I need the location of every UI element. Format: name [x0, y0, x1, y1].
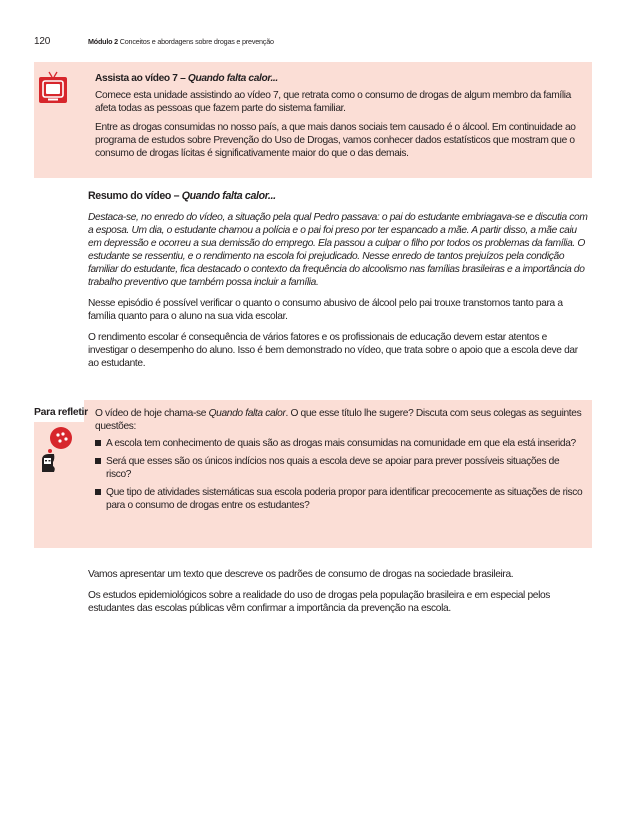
reflect-text	[95, 407, 583, 517]
reflect-intro	[95, 407, 583, 433]
running-header	[88, 37, 274, 46]
bullet-square-icon	[95, 489, 101, 495]
list-item	[95, 437, 583, 450]
video-summary	[88, 190, 588, 378]
reflect-questions	[95, 437, 583, 512]
closing-paragraph-1: Vamos apresentar um texto que descreve os padrões de consumo de drogas na sociedade brasileira.	[88, 569, 514, 580]
summary-paragraph-2: Nesse episódio é possível verificar o quanto o consumo abusivo de álcool pelo pai trouxe transtornos tanto para a família quanto para o aluno na sua vida escolar.	[88, 298, 563, 322]
bullet-square-icon	[95, 440, 101, 446]
reflect-label: Para refletir	[34, 407, 88, 418]
video-title-prefix: Assista ao vídeo 7 –	[95, 73, 188, 84]
question-text: Que tipo de atividades sistemáticas sua escola poderia propor para identificar precocemente as situações de risco para o consumo de drogas entre os estudantes?	[106, 487, 583, 511]
module-label: Módulo 2	[88, 37, 118, 46]
list-item	[95, 486, 583, 512]
tv-icon	[38, 70, 68, 104]
bullet-square-icon	[95, 458, 101, 464]
question-text: A escola tem conhecimento de quais são as drogas mais consumidas na comunidade em que ela está inserida?	[106, 438, 576, 449]
summary-paragraph-3: O rendimento escolar é consequência de vários fatores e os profissionais de educação devem estar atentos e investigar o desempenho do aluno. Isso é bem demonstrado no vídeo, que trata sobre o apoio que a escola deve dar ao estudante.	[88, 332, 578, 369]
reflect-intro-suffix: . O que esse título lhe sugere? Discuta com seus colegas as seguintes questões:	[95, 408, 582, 432]
question-text: Será que esses são os únicos indícios nos quais a escola deve se apoiar para prever possíveis situações de risco?	[106, 456, 560, 480]
list-item	[95, 455, 583, 481]
closing-text	[88, 568, 588, 623]
video-box-text	[95, 72, 585, 166]
video-paragraph-1: Comece esta unidade assistindo ao vídeo 7, que retrata como o consumo de drogas de algum membro da família afeta todas as pessoas que fazem parte do sistema familiar.	[95, 90, 571, 114]
module-title: Conceitos e abordagens sobre drogas e prevenção	[119, 37, 274, 46]
video-title	[95, 72, 585, 85]
video-paragraph-2: Entre as drogas consumidas no nosso país, a que mais danos sociais tem causado é o álcool. Em continuidade ao programa de estudos sobre Prevenção do Uso de Drogas, vamos conhecer dados estatísticos que mostram que o consumo de drogas lícitas é significativamente maior do que o das demais.	[95, 122, 576, 159]
reflect-intro-italic: Quando falta calor	[208, 408, 286, 419]
page-number: 120	[34, 36, 51, 47]
video-title-italic: Quando falta calor...	[187, 73, 278, 84]
summary-title-italic: Quando falta calor...	[181, 190, 276, 202]
closing-paragraph-2: Os estudos epidemiológicos sobre a realidade do uso de drogas pela população brasileira e em especial pelos estudantes das escolas públicas vêm confirmar a importância da prevenção na escola.	[88, 590, 551, 614]
thinking-person-icon	[40, 426, 74, 472]
summary-title-prefix: Resumo do vídeo –	[88, 190, 182, 202]
reflect-intro-prefix: O vídeo de hoje chama-se	[95, 408, 209, 419]
summary-title	[88, 190, 588, 203]
summary-italic-paragraph: Destaca-se, no enredo do vídeo, a situação pela qual Pedro passava: o pai do estudante embriagava-se e discutia com a esposa. Um dia, o estudante chamou a polícia e o pai foi preso por ter espancado a mãe. A partir disso, a mãe caiu em depressão e ocorreu a sua demissão do emprego. Ela passou a culpar o filho por todos os problemas da família. O estudante se ressentiu, e o rendimento na escola foi prejudicado. Nesse enredo de tantos prejuízos pela condição familiar do estudante, fica destacado o contexto da frequência do alcoolismo nas famílias brasileiras e a importância do trabalho preventivo que também possa incluir a família.	[88, 212, 588, 288]
